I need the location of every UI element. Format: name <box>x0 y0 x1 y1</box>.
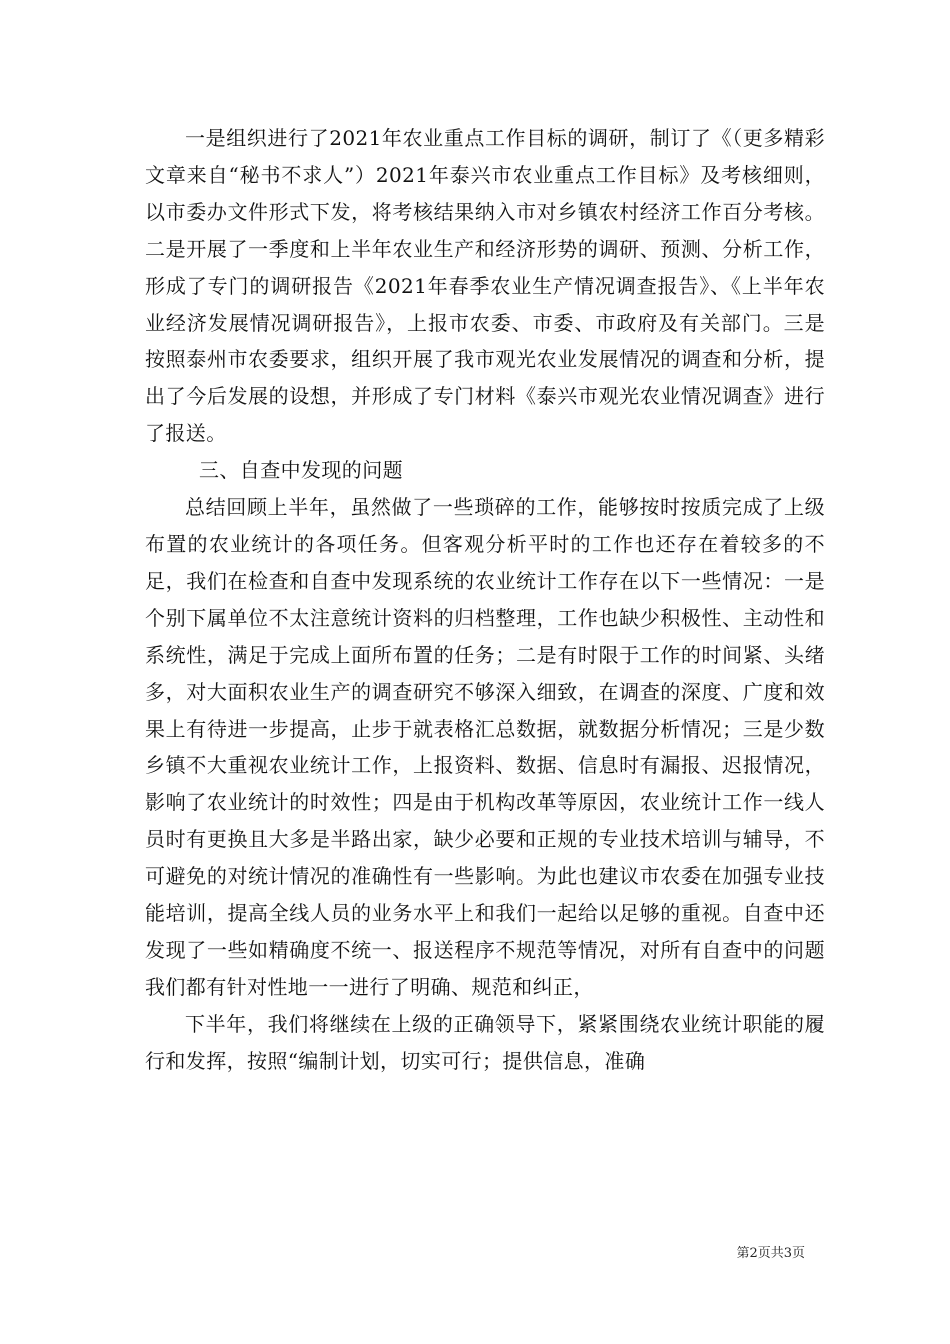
paragraph-1: 一是组织进行了2021年农业重点工作目标的调研，制订了《（更多精彩文章来自“秘书不求人”）2021年泰兴市农业重点工作目标》及考核细则，以市委办文件形式下发，将考核结果纳入市对乡镇农村经济工作百分考核。二是开展了一季度和上半年农业生产和经济形势的调研、预测、分析工作，形成了专门的调研报告《2021年春季农业生产情况调查报告》、《上半年农业经济发展情况调研报告》，上报市农委、市委、市政府及有关部门。三是按照泰州市农委要求，组织开展了我市观光农业发展情况的调查和分析，提出了今后发展的设想，并形成了专门材料《泰兴市观光农业情况调查》进行了报送。 <box>145 126 825 446</box>
page-number: 第2页共3页 <box>736 1246 805 1261</box>
paragraph-3: 下半年，我们将继续在上级的正确领导下，紧紧围绕农业统计职能的履行和发挥，按照“编制计划，切实可行；提供信息，准确 <box>145 1011 825 1073</box>
document-body <box>145 120 825 1080</box>
paragraph-2: 总结回顾上半年，虽然做了一些琐碎的工作，能够按时按质完成了上级布置的农业统计的各项任务。但客观分析平时的工作也还存在着较多的不足，我们在检查和自查中发现系统的农业统计工作存在以下一些情况：一是个别下属单位不太注意统计资料的归档整理，工作也缺少积极性、主动性和系统性，满足于完成上面所布置的任务；二是有时限于工作的时间紧、头绪多，对大面积农业生产的调查研究不够深入细致，在调查的深度、广度和效果上有待进一步提高，止步于就表格汇总数据，就数据分析情况；三是少数乡镇不大重视农业统计工作，上报资料、数据、信息时有漏报、迟报情况，影响了农业统计的时效性；四是由于机构改革等原因，农业统计工作一线人员时有更换且大多是半路出家，缺少必要和正规的专业技术培训与辅导，不可避免的对统计情况的准确性有一些影响。为此也建议市农委在加强专业技能培训，提高全线人员的业务水平上和我们一起给以足够的重视。自查中还发现了一些如精确度不统一、报送程序不规范等情况，对所有自查中的问题我们都有针对性地一一进行了明确、规范和纠正， <box>145 495 825 999</box>
section-heading: 三、自查中发现的问题 <box>199 458 403 483</box>
